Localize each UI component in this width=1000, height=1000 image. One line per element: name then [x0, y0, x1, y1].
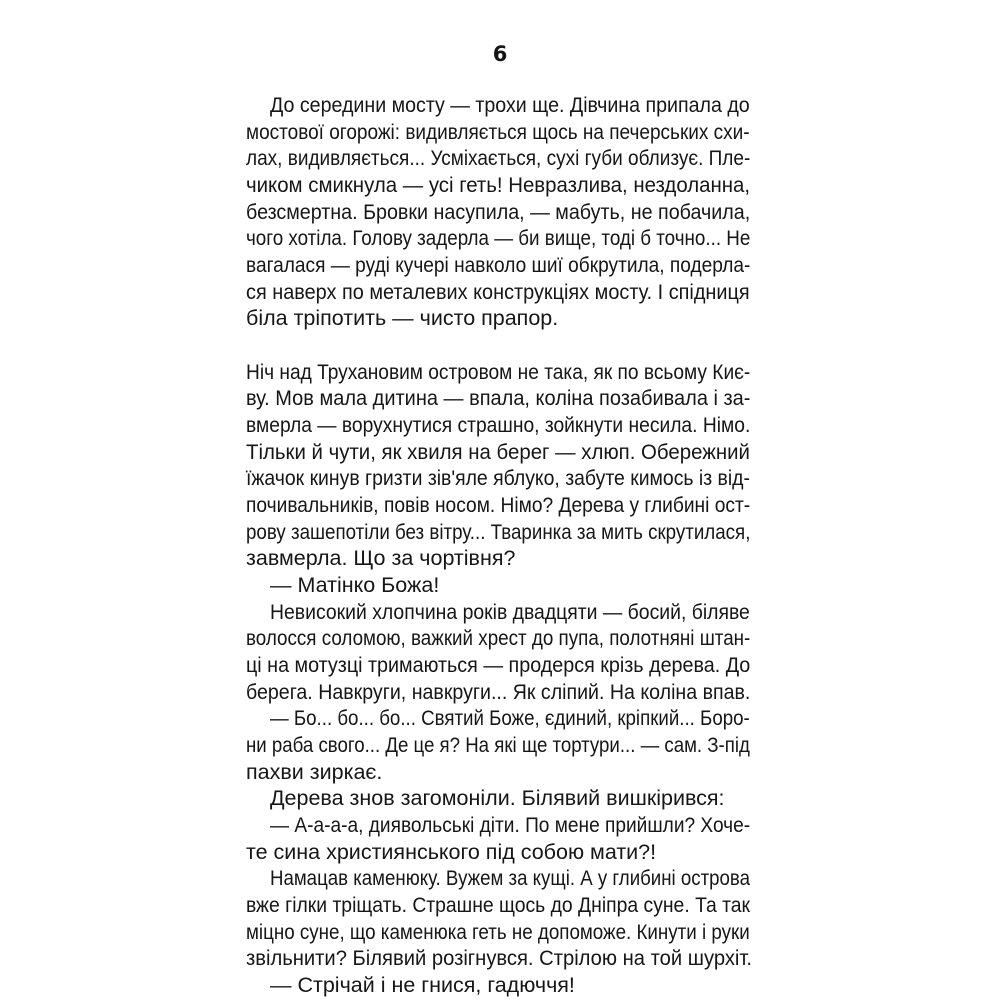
text-line: — Стрічай і не гнися, гадюччя! [270, 973, 575, 997]
text-line: берега. Навкруги, навкруги... Як сліпий. На коліна впав. [246, 679, 751, 704]
text-line: ву. Мов мала дитина — впала, коліна позабивала і за- [246, 386, 751, 411]
text-line: ни раба свого... Де це я? На які ще тортури... — сам. З-під [246, 733, 750, 757]
text-line: Дерева знов загомоніли. Білявий вишкірився: [270, 786, 725, 811]
text-line: безсмертна. Бровки насупила, — мабуть, не побачила, [246, 199, 751, 224]
text-line: ся наверх по металевих конструкціях мосту. І спідниця [246, 279, 750, 304]
text-line: те сина християнського під собою мати?! [246, 839, 657, 864]
text-line: почивальників, повів носом. Німо? Дерева у глибині ост- [246, 493, 751, 517]
text-line: Тільки й чути, як хвиля на берег — хлюп. Обережний [246, 439, 750, 464]
text-line: Ніч над Трухановим островом не така, як по всьому Киє- [246, 359, 751, 384]
text-line: — А-а-а-а, диявольські діти. По мене прийшли? Хоче- [270, 813, 751, 837]
text-line: їжачок кинув гризти зів'яле яблуко, забуте кимось із від- [246, 466, 750, 491]
text-line: вже гілки тріщать. Страшне щось до Дніпра суне. Та так [246, 893, 751, 917]
text-line: волосся соломою, важкий хрест до пупа, полотняні штан- [246, 626, 751, 651]
text-line: звільнити? Білявий розігнувся. Стрілою на той шурхіт. [246, 946, 753, 971]
text-line: До середини мосту — трохи ще. Дівчина припала до [270, 93, 750, 117]
text-line: вагалася — руді кучері навколо шиї обкрутила, подерла- [246, 253, 751, 277]
text-line: рову зашепотіли без вітру... Тваринка за мить скрутилася, [246, 519, 751, 544]
text-line: завмерла. Що за чортівня? [246, 546, 516, 571]
text-line: Намацав каменюку. Вужем за кущі. А у глибині острова [270, 866, 750, 891]
text-line: пахви зиркає. [246, 759, 383, 784]
text-line: мостової огорожі: видивляється щось на печерських схи- [246, 119, 750, 144]
text-line: біла тріпотить — чисто прапор. [246, 306, 559, 331]
text-line: — Бо... бо... бо... Святий Боже, єдиний, кріпкий... Боро- [270, 706, 750, 731]
text-line: лах, видивляється... Усміхається, сухі губи облизує. Пле- [246, 146, 751, 171]
text-line: — Матінко Божа! [270, 573, 440, 597]
text-line: чиком смикнула — усі геть! Невразлива, нездоланна, [246, 173, 751, 197]
text-line: міцно суне, що каменюка геть не допоможе. Кинути і руки [246, 919, 750, 944]
text-line: Невисокий хлопчина років двадцяти — босий, біляве [270, 599, 750, 624]
text-line: ці на мотузці тримаються — продерся крізь дерева. До [246, 653, 751, 677]
text-line: чого хотіла. Голову задерла — би вище, тоді б точно... Не [246, 226, 751, 251]
text-line: вмерла — ворухнутися страшно, зойкнути несила. Німо. [246, 413, 751, 437]
page-number: 6 [492, 42, 508, 66]
